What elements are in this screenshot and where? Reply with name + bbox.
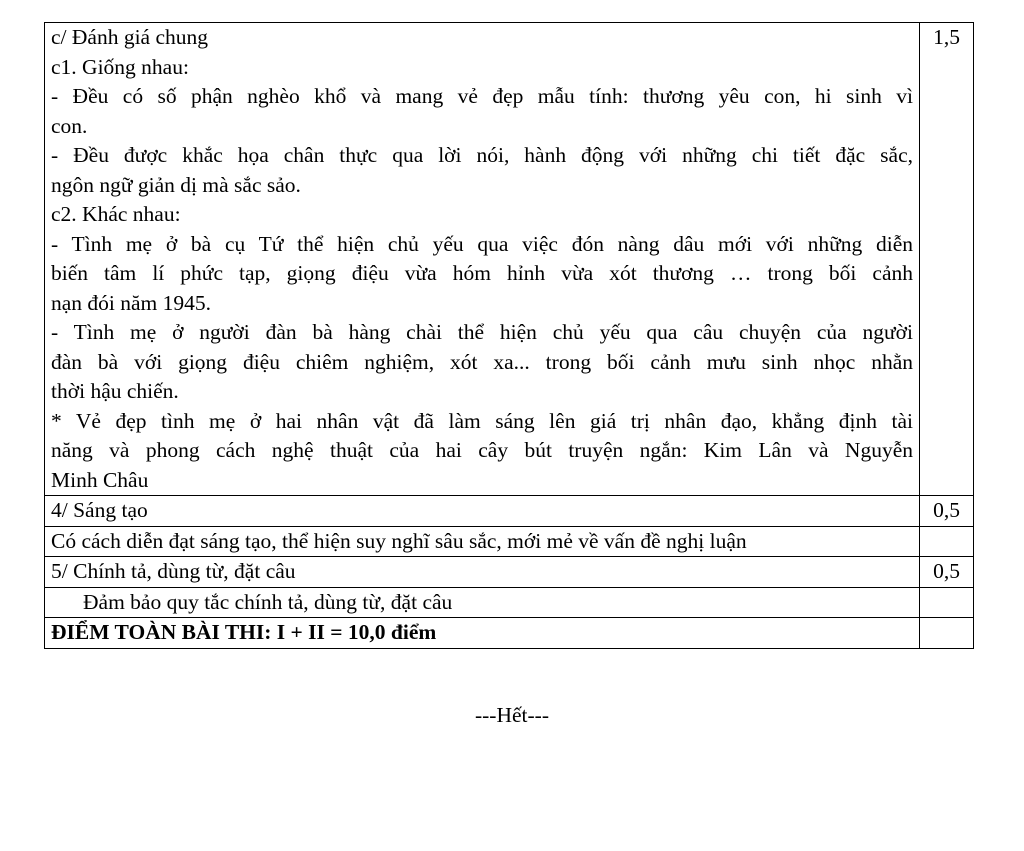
section-heading: c/ Đánh giá chung xyxy=(51,25,209,49)
score-cell xyxy=(920,526,974,557)
table-row-general-evaluation xyxy=(45,23,974,496)
table-row-total-score xyxy=(45,618,974,649)
table-row-creativity-detail xyxy=(45,526,974,557)
paragraph-line: - Đều có số phận nghèo khổ và mang vẻ đẹp mẫu tính: thương yêu con, hi sinh vì xyxy=(51,84,913,108)
score-cell: 1,5 xyxy=(920,23,974,496)
spelling-heading: 5/ Chính tả, dùng từ, đặt câu xyxy=(45,557,920,588)
subsection-heading: c1. Giống nhau: xyxy=(51,54,189,79)
paragraph-line: - Đều được khắc họa chân thực qua lời nói, hành động với những chi tiết đặc sắc, xyxy=(51,143,913,167)
table-row-spelling-detail xyxy=(45,587,974,618)
paragraph-line: thời hậu chiến. xyxy=(51,379,179,403)
paragraph-line: ngôn ngữ giản dị mà sắc sảo. xyxy=(51,172,301,197)
general-evaluation-cell xyxy=(45,23,920,496)
paragraph-line: - Tình mẹ ở người đàn bà hàng chài thể hiện chủ yếu qua câu chuyện của người xyxy=(51,320,913,344)
score-cell xyxy=(920,618,974,649)
spelling-detail: Đảm bảo quy tắc chính tả, dùng từ, đặt câu xyxy=(45,587,920,618)
paragraph-line: biến tâm lí phức tạp, giọng điệu vừa hóm hỉnh vừa xót thương … trong bối cảnh xyxy=(51,261,913,285)
subsection-heading: c2. Khác nhau: xyxy=(51,202,181,226)
creativity-detail: Có cách diễn đạt sáng tạo, thể hiện suy nghĩ sâu sắc, mới mẻ về vấn đề nghị luận xyxy=(45,526,920,557)
total-score-label: ĐIỂM TOÀN BÀI THI: I + II = 10,0 điểm xyxy=(45,618,920,649)
table-row-spelling xyxy=(45,557,974,588)
score-cell: 0,5 xyxy=(920,557,974,588)
paragraph-line: nạn đói năm 1945. xyxy=(51,290,212,315)
paragraph-line: Minh Châu xyxy=(51,467,149,492)
scoring-rubric-table xyxy=(44,22,974,649)
creativity-heading: 4/ Sáng tạo xyxy=(45,496,920,527)
table-row-creativity xyxy=(45,496,974,527)
paragraph-line: - Tình mẹ ở bà cụ Tứ thể hiện chủ yếu qua việc đón nàng dâu mới với những diễn xyxy=(51,231,913,256)
paragraph-line: năng và phong cách nghệ thuật của hai cây bút truyện ngắn: Kim Lân và Nguyễn xyxy=(51,438,913,462)
paragraph-line: * Vẻ đẹp tình mẹ ở hai nhân vật đã làm sáng lên giá trị nhân đạo, khẳng định tài xyxy=(51,408,913,433)
end-of-document-mark: ---Hết--- xyxy=(474,703,549,727)
paragraph-line: con. xyxy=(51,113,88,138)
score-cell xyxy=(920,587,974,618)
score-cell: 0,5 xyxy=(920,496,974,527)
paragraph-line: đàn bà với giọng điệu chiêm nghiệm, xót xa... trong bối cảnh mưu sinh nhọc nhằn xyxy=(51,349,913,374)
